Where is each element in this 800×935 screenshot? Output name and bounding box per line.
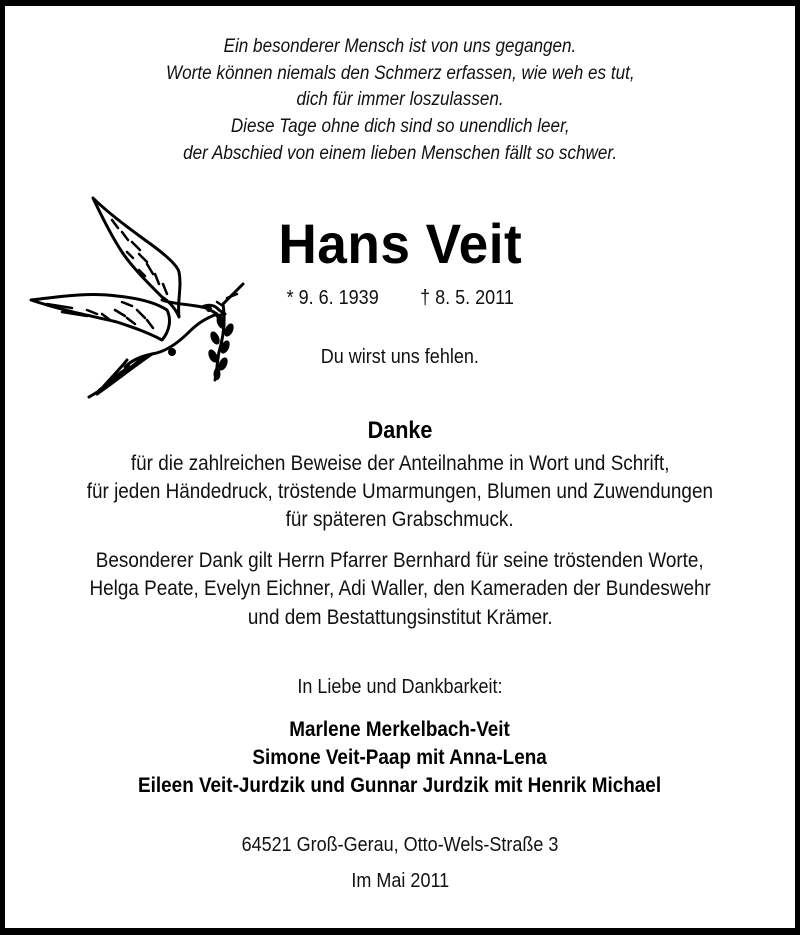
- poem-line: der Abschied von einem lieben Menschen fällt so schwer.: [182, 143, 618, 164]
- mourner-name: Marlene Merkelbach-Veit: [289, 718, 511, 741]
- thanks-line: für jeden Händedruck, tröstende Umarmungen, Blumen und Zuwendungen: [86, 480, 714, 503]
- special-thanks-line: Helga Peate, Evelyn Eichner, Adi Waller, den Kameraden der Bundeswehr: [89, 577, 711, 600]
- mourner-name: Eileen Veit-Jurdzik und Gunnar Jurdzik mit Henrik Michael: [138, 774, 662, 797]
- thanks-line: für die zahlreichen Beweise der Anteilnahme in Wort und Schrift,: [130, 452, 670, 475]
- thanks-heading: Danke: [367, 417, 433, 444]
- publication-date: Im Mai 2011: [351, 870, 449, 892]
- deceased-name: Hans Veit: [278, 212, 522, 275]
- thanks-line: für späteren Grabschmuck.: [286, 508, 514, 531]
- life-dates: [5, 287, 795, 310]
- address: 64521 Groß-Gerau, Otto-Wels-Straße 3: [241, 834, 559, 856]
- tagline: Du wirst uns fehlen.: [320, 346, 480, 368]
- birth-date: * 9. 6. 1939: [286, 287, 379, 309]
- special-thanks-line: und dem Bestattungsinstitut Krämer.: [247, 606, 553, 629]
- mourner-name: Simone Veit-Paap mit Anna-Lena: [252, 746, 548, 769]
- poem-line: dich für immer loszulassen.: [296, 89, 504, 110]
- special-thanks-line: Besonderer Dank gilt Herrn Pfarrer Bernhard für seine tröstenden Worte,: [96, 549, 704, 572]
- signoff-intro: In Liebe und Dankbarkeit:: [297, 676, 503, 698]
- obituary-card: [5, 6, 795, 928]
- poem-line: Ein besonderer Mensch ist von uns gegangen.: [223, 36, 577, 57]
- death-date: † 8. 5. 2011: [419, 287, 514, 309]
- poem-line: Diese Tage ohne dich sind so unendlich leer,: [230, 116, 570, 137]
- poem-line: Worte können niemals den Schmerz erfassen, wie weh es tut,: [165, 63, 635, 84]
